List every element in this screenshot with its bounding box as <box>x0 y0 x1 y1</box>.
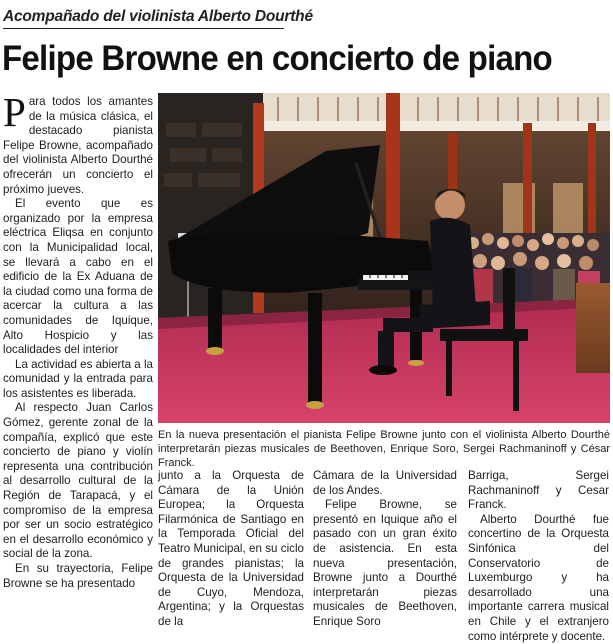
paragraph-activity: La actividad es abierta a la comunidad y la entrada para los asistentes es liberada. <box>3 357 153 400</box>
concert-photo <box>158 93 610 423</box>
paragraph-violinist: Alberto Dourthé fue concertino de la Orquesta Sinfónica del Conservatorio de Luxemburgo y ha desarrollado una importante carrera musical en Chile y el extranjero como intérprete y docente. <box>468 512 609 643</box>
paragraph-quote: Al respecto Juan Carlos Gómez, gerente zonal de la compañía, explicó que este concierto de piano y violín representa una contribución al desarrollo cultural de la Región de Tarapacá, y el compromiso de la empresa por ser un socio estratégico en el desarrollo económico y social de la zona. <box>3 401 153 561</box>
paragraph-repertoire: Felipe Browne, se presentó en Iquique año el pasado con un gran éxito de asistencia. En esta nueva presentación, Browne junto a Dourthé interpretarán piezas musicales de Beethoven, Enrique Soro <box>313 498 457 628</box>
paragraph-career: En su trayectoria, Felipe Browne se ha presentado <box>3 562 153 590</box>
article-kicker: Acompañado del violinista Alberto Dourthé <box>3 8 284 29</box>
concert-photo-illustration <box>158 93 610 423</box>
lead-text: ara todos los amantes de la música clásica, el destacado pianista Felipe Browne, acompañado del violinista Alberto Dourthé ofrecerán un concierto el próximo jueves. <box>3 95 153 196</box>
paragraph-event: El evento que es organizado por la empresa eléctrica Eliqsa en conjunto con la Municipalidad local, se llevará a cabo en el edificio de la Ex Aduana de la ciudad como una forma de acercar la cultura a las comunidades de Iquique, Alto Hospicio y las localidades del interior <box>3 197 153 357</box>
drop-cap: P <box>3 89 26 135</box>
article-column-1 <box>3 89 153 591</box>
article-column-2 <box>158 469 304 630</box>
paragraph-career-end: Cámara de la Universidad de los Andes. <box>313 469 457 497</box>
photo-caption: En la nueva presentación el pianista Felipe Browne junto con el violinista Alberto Dourthé interpretarán piezas musicales de Beethoven, Enrique Soro, Sergei Rachmaninoff y César Franck. <box>158 429 610 469</box>
paragraph-career-continued: junto a la Orquesta de Cámara de la Unión Europea; la Orquesta Filarmónica de Santiago en la Temporada Oficial del Teatro Municipal, en su ciclo de grandes pianistas; la Orquesta de la Universidad de Cuyo, Mendoza, Argentina; y la Orquestas de la <box>158 469 304 628</box>
article-column-4 <box>468 469 609 644</box>
lead-paragraph <box>3 89 153 197</box>
paragraph-repertoire-end: Barriga, Sergei Rachmaninoff y Cesar Franck. <box>468 469 609 512</box>
article-column-3 <box>313 469 457 630</box>
article-headline: Felipe Browne en concierto de piano <box>2 38 552 78</box>
